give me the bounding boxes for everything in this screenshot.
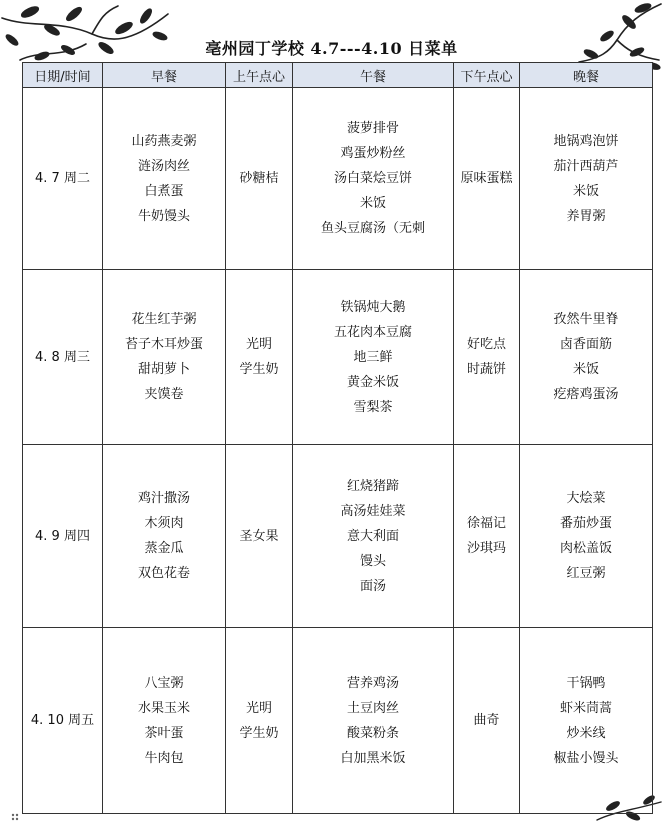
menu-item: 红豆粥 [566, 566, 606, 581]
breakfast-cell [103, 88, 226, 270]
menu-item: 高汤娃娃菜 [340, 503, 406, 519]
menu-item: 圣女果 [239, 528, 279, 544]
menu-item: 涟汤肉丝 [137, 158, 190, 174]
date-text: 4. 8 周三 [35, 349, 90, 365]
header-pm-snack: 下午点心 [454, 63, 520, 88]
menu-item: 卤香面筋 [559, 337, 612, 352]
menu-item: 椒盐小馒头 [553, 750, 619, 766]
breakfast-cell [103, 270, 226, 445]
date-text: 4. 10 周五 [30, 713, 95, 728]
table-row [23, 270, 653, 445]
menu-item: 馒头 [359, 553, 386, 569]
menu-item: 黄金米饭 [346, 374, 399, 390]
date-cell [23, 88, 103, 270]
menu-item: 学生奶 [239, 725, 279, 741]
menu-item: 大烩菜 [566, 491, 606, 506]
menu-item: 八宝粥 [144, 675, 184, 691]
dinner-cell [520, 628, 653, 814]
pm-snack-cell [454, 628, 520, 814]
menu-item: 沙琪玛 [466, 541, 506, 556]
menu-item: 红烧猪蹄 [346, 478, 399, 494]
menu-item: 地三鲜 [353, 349, 393, 365]
menu-item: 山药燕麦粥 [131, 133, 197, 149]
menu-item: 雪梨茶 [353, 399, 393, 415]
am-snack-cell [226, 270, 293, 445]
lunch-cell [293, 270, 454, 445]
menu-item: 光明 [245, 700, 272, 716]
menu-item: 肉松盖饭 [559, 541, 612, 556]
date-text: 4. 9 周四 [35, 528, 90, 544]
page-title: 亳州园丁学校 4.7---4.10 日菜单 [205, 39, 458, 58]
menu-item: 虾米茼蒿 [559, 700, 612, 716]
menu-item: 学生奶 [239, 362, 279, 377]
menu-item: 原味蛋糕 [460, 171, 513, 186]
lunch-cell [293, 88, 454, 270]
table-row [23, 628, 653, 814]
table-row [23, 445, 653, 628]
menu-item: 五花肉本豆腐 [333, 324, 412, 340]
menu-item: 双色花卷 [137, 566, 190, 581]
menu-item: 甜胡萝卜 [137, 362, 190, 377]
pm-snack-cell [454, 270, 520, 445]
menu-item: 意大利面 [346, 528, 399, 544]
date-cell [23, 270, 103, 445]
menu-item: 孜然牛里脊 [553, 312, 619, 327]
menu-item: 砂糖桔 [239, 171, 279, 186]
menu-table [22, 62, 653, 814]
menu-item: 地锅鸡泡饼 [553, 133, 619, 149]
date-text: 4. 7 周二 [35, 171, 90, 186]
menu-item: 米饭 [572, 362, 599, 377]
date-cell [23, 628, 103, 814]
menu-item: 牛肉包 [144, 750, 184, 766]
menu-item: 炒米线 [566, 725, 606, 741]
menu-item: 养胃粥 [566, 208, 606, 224]
menu-item: 曲奇 [473, 713, 500, 728]
menu-item: 铁锅炖大鹅 [340, 299, 406, 315]
dinner-cell [520, 88, 653, 270]
menu-item: 白煮蛋 [144, 183, 184, 199]
pm-snack-cell [454, 88, 520, 270]
menu-item: 汤白菜烩豆饼 [333, 171, 412, 186]
dinner-cell [520, 445, 653, 628]
menu-item: 水果玉米 [137, 700, 190, 716]
header-dinner: 晚餐 [520, 63, 653, 88]
header-breakfast: 早餐 [103, 63, 226, 88]
menu-item: 酸菜粉条 [346, 725, 399, 741]
menu-item: 疙瘩鸡蛋汤 [553, 387, 619, 402]
menu-item: 鸡蛋炒粉丝 [340, 146, 406, 161]
menu-item: 时蔬饼 [466, 362, 506, 377]
am-snack-cell [226, 628, 293, 814]
menu-item: 光明 [245, 337, 272, 352]
menu-item: 面汤 [359, 578, 386, 594]
lunch-cell [293, 445, 454, 628]
menu-item: 干锅鸭 [566, 675, 606, 691]
menu-item: 苔子木耳炒蛋 [124, 337, 203, 352]
menu-item: 菠萝排骨 [346, 121, 399, 136]
header-lunch: 午餐 [293, 63, 454, 88]
pm-snack-cell [454, 445, 520, 628]
header-am-snack: 上午点心 [226, 63, 293, 88]
date-cell [23, 445, 103, 628]
menu-item: 花生红芋粥 [131, 312, 197, 327]
menu-item: 徐福记 [466, 516, 506, 531]
table-row [23, 88, 653, 270]
am-snack-cell [226, 445, 293, 628]
am-snack-cell [226, 88, 293, 270]
vine-ornament-top-left-icon [0, 0, 180, 70]
menu-item: 好吃点 [466, 337, 506, 352]
menu-item: 茄汁西葫芦 [553, 158, 619, 174]
menu-item: 夹馍卷 [144, 387, 184, 402]
breakfast-cell [103, 628, 226, 814]
menu-item: 米饭 [572, 183, 599, 199]
menu-item: 番茄炒蛋 [559, 516, 612, 531]
menu-item: 木须肉 [144, 516, 184, 531]
menu-item: 营养鸡汤 [346, 675, 399, 691]
breakfast-cell [103, 445, 226, 628]
dinner-cell [520, 270, 653, 445]
header-date: 日期/时间 [23, 63, 103, 88]
menu-item: 米饭 [359, 196, 386, 211]
table-header-row [23, 63, 653, 88]
menu-item: 鸡汁撒汤 [137, 491, 190, 506]
menu-item: 白加黑米饭 [340, 750, 406, 766]
menu-item: 牛奶馒头 [137, 208, 190, 224]
menu-item: 鱼头豆腐汤（无刺 [320, 221, 425, 236]
menu-item: 茶叶蛋 [144, 725, 184, 741]
menu-item: 蒸金瓜 [144, 541, 184, 556]
lunch-cell [293, 628, 454, 814]
menu-item: 土豆肉丝 [346, 700, 399, 716]
